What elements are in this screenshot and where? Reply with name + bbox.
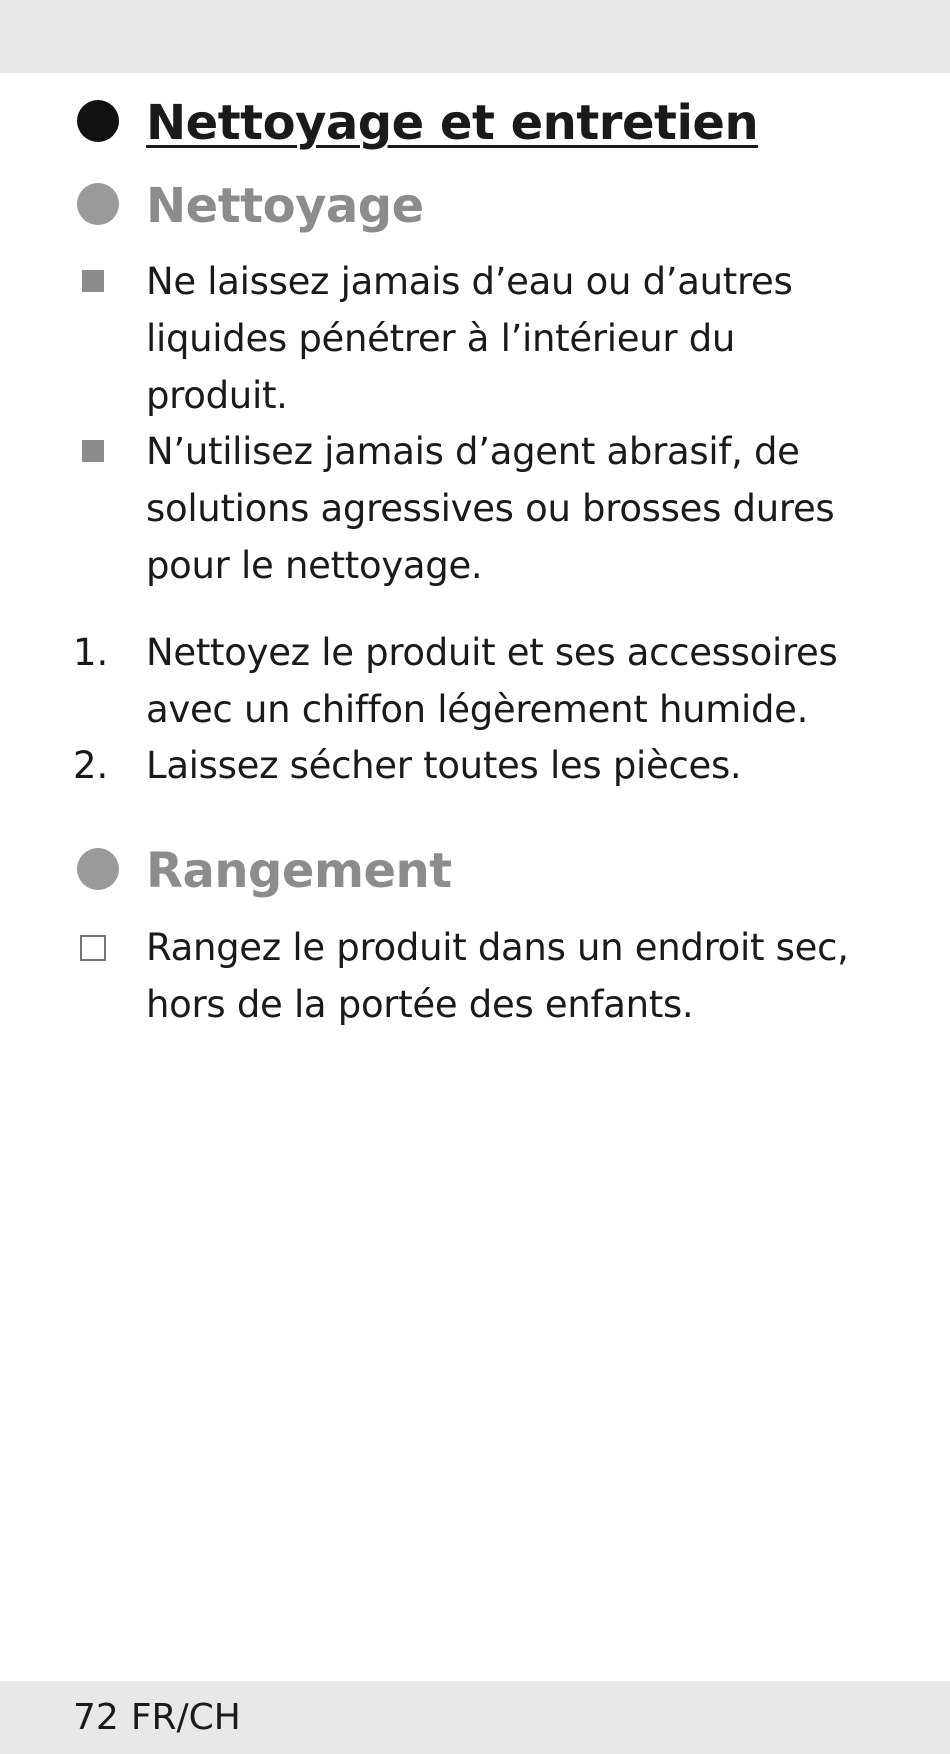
- cleaning-warning-2: [146, 423, 906, 594]
- subsection-bullet-icon: [77, 183, 119, 225]
- text-line: Nettoyez le produit et ses accessoires: [146, 631, 838, 674]
- locale-label: FR/CH: [130, 1697, 241, 1738]
- text-line: hors de la portée des enfants.: [146, 983, 694, 1026]
- text-line: N’utilisez jamais d’agent abrasif, de: [146, 430, 800, 473]
- step-number: 2.: [73, 744, 109, 787]
- warning-square-icon: [82, 440, 104, 462]
- page-number: 72: [73, 1697, 119, 1738]
- cleaning-step-1: [146, 624, 906, 738]
- page-footer: [73, 1697, 241, 1739]
- text-line: solutions agressives ou brosses dures: [146, 487, 835, 530]
- top-band: [0, 0, 950, 73]
- storage-item-1: [146, 919, 906, 1033]
- cleaning-title: Nettoyage: [146, 178, 424, 234]
- step-number: 1.: [73, 631, 109, 674]
- text-line: Ne laissez jamais d’eau ou d’autres: [146, 260, 793, 303]
- text-line: produit.: [146, 374, 288, 417]
- subsection-bullet-icon: [77, 848, 119, 890]
- text-line: Laissez sécher toutes les pièces.: [146, 744, 742, 787]
- storage-title: Rangement: [146, 843, 452, 899]
- text-line: pour le nettoyage.: [146, 544, 483, 587]
- checkbox-square-icon: [80, 935, 106, 961]
- cleaning-step-2: [146, 737, 906, 794]
- text-line: avec un chiffon légèrement humide.: [146, 688, 809, 731]
- cleaning-warning-1: [146, 253, 906, 424]
- text-line: Rangez le produit dans un endroit sec,: [146, 926, 849, 969]
- warning-square-icon: [82, 270, 104, 292]
- text-line: liquides pénétrer à l’intérieur du: [146, 317, 736, 360]
- section-bullet-icon: [77, 100, 119, 142]
- section-title: Nettoyage et entretien: [146, 95, 759, 151]
